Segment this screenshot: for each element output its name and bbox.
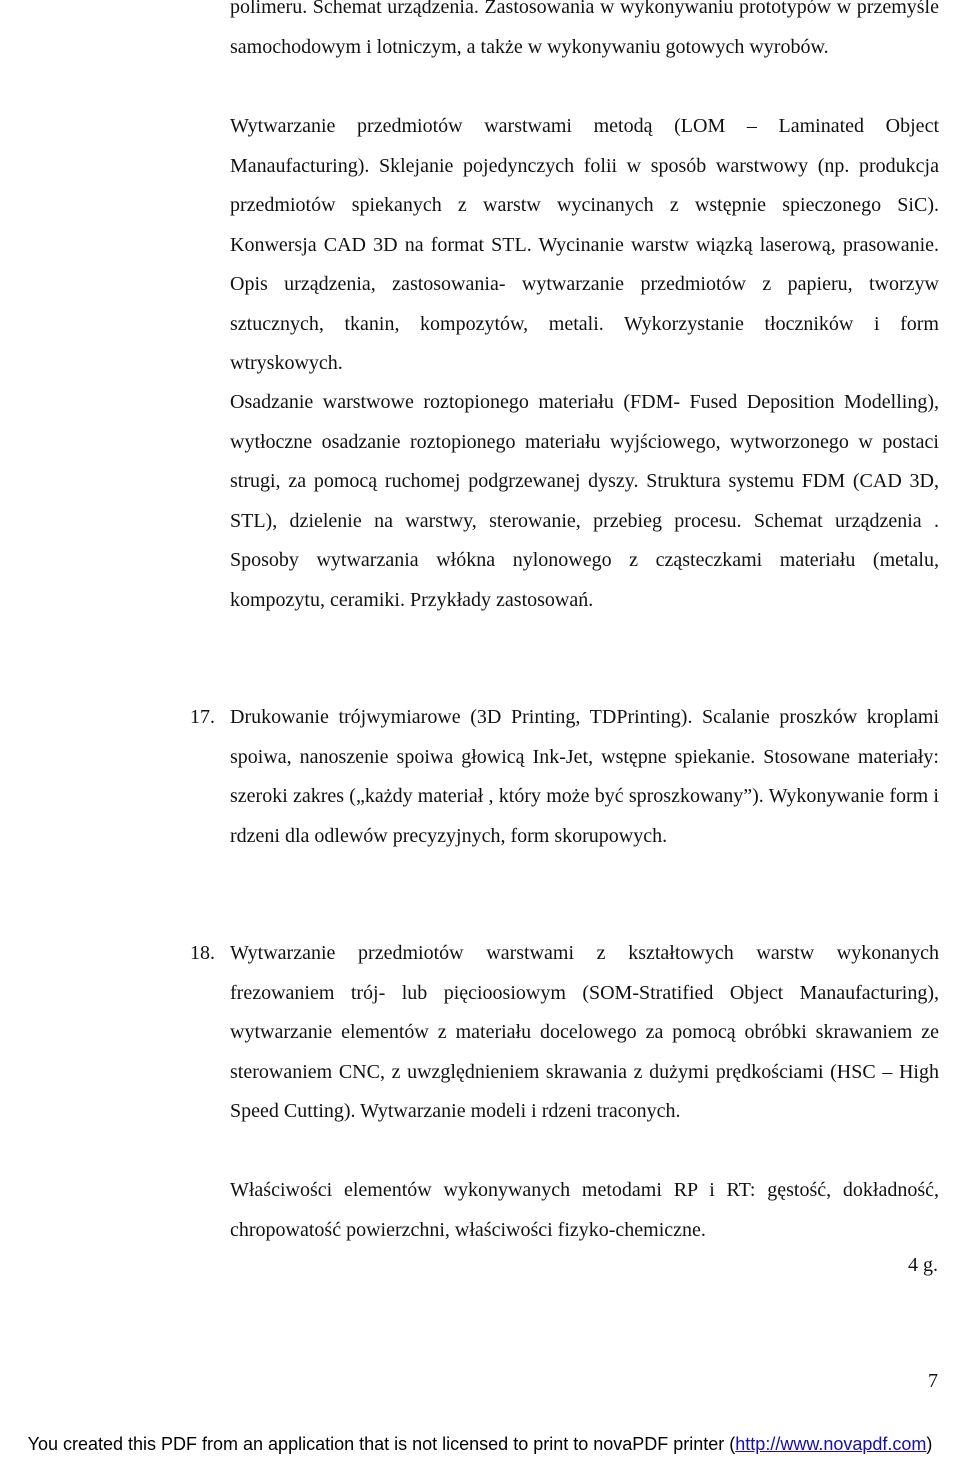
paragraph-lom: Wytwarzanie przedmiotów warstwami metodą (LOM – Laminated Object Manaufacturing). Sklejanie pojedynczych folii w sposób warstwowy (np. produkcja przedmiotów spiekanych z warstw wycinanych z wstępnie spieczonego SiC). Konwersja CAD 3D na format STL. Wycinanie warstw wiązką laserową, prasowanie. Opis urządzenia, zastosowania- wytwarzanie przedmiotów z papieru, tworzyw sztucznych, tkanin, kompozytów, metali. Wykorzystanie tłoczników i form wtryskowych.: [230, 115, 939, 374]
item-18-text: Wytwarzanie przedmiotów warstwami z kształtowych warstw wykonanych frezowaniem trój- lub pięcioosiowym (SOM-Stratified Object Manaufacturing), wytwarzanie elementów z materiału docelowego za pomocą obróbki skrawaniem ze sterowaniem CNC, z uwzględnieniem skrawania z dużymi prędkościami (HSC – High Speed Cutting). Wytwarzanie modeli i rdzeni traconych.: [230, 942, 939, 1122]
footer-link[interactable]: http://www.novapdf.com: [735, 1434, 927, 1454]
footer-text-after: ): [926, 1434, 933, 1454]
paragraph-fdm: Osadzanie warstwowe roztopionego materiału (FDM- Fused Deposition Modelling), wytłoczne osadzanie roztopionego materiału wyjściowego, wytworzonego w postaci strugi, za pomocą ruchomej podgrzewanej dyszy. Struktura systemu FDM (CAD 3D, STL), dzielenie na warstwy, sterowanie, przebieg procesu. Schemat urządzenia . Sposoby wytwarzania włókna nylonowego z cząsteczkami materiału (metalu, kompozytu, ceramiki. Przykłady zastosowań.: [230, 391, 939, 611]
item-18-properties: Właściwości elementów wykonywanych metodami RP i RT: gęstość, dokładność, chropowatość powierzchni, właściwości fizyko-chemiczne.: [230, 1179, 939, 1241]
hours-credit: 4 g.: [908, 1254, 938, 1276]
footer-text-before: You created this PDF from an application that is not licensed to print to novaPDF printer (: [27, 1434, 736, 1454]
item-18-number: 18.: [190, 942, 215, 964]
item-17-number: 17.: [190, 706, 215, 728]
novapdf-footer: [0, 1432, 960, 1456]
item-17-text: Drukowanie trójwymiarowe (3D Printing, TDPrinting). Scalanie proszków kroplami spoiwa, nanoszenie spoiwa głowicą Ink-Jet, wstępne spiekanie. Stosowane materiały: szeroki zakres („każdy materiał , który może być sproszkowany”). Wykonywanie form i rdzeni dla odlewów precyzyjnych, form skorupowych.: [230, 706, 939, 847]
paragraph-pomiar-continuation: polimeru. Schemat urządzenia. Zastosowania w wykonywaniu prototypów w przemyśle samochodowym i lotniczym, a także w wykonywaniu gotowych wyrobów.: [230, 0, 939, 58]
page-number: 7: [928, 1370, 938, 1392]
